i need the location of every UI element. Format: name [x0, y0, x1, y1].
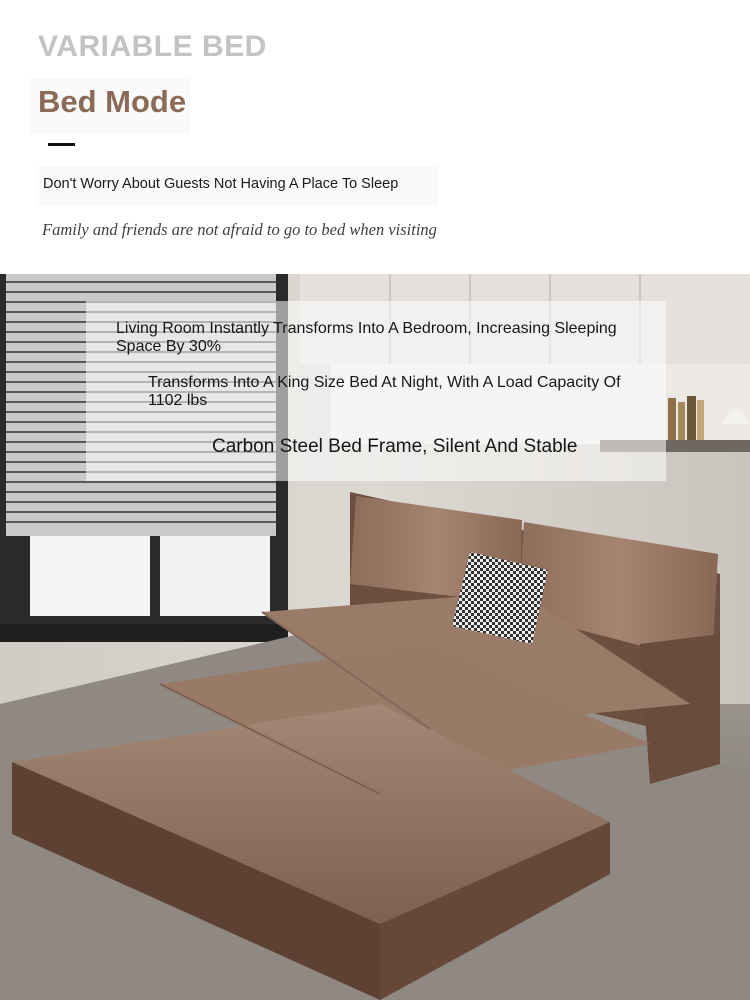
tagline: Family and friends are not afraid to go to bed when visiting: [42, 220, 437, 239]
section-kicker: VARIABLE BED: [38, 30, 267, 63]
header-section: [0, 0, 750, 274]
feature-text-capacity: Living Room Instantly Transforms Into A Bedroom, Increasing Sleeping Space By 30%: [116, 320, 617, 355]
page-title: Bed Mode: [38, 84, 187, 119]
title-divider: [48, 143, 75, 146]
subtitle: Don't Worry About Guests Not Having A Place To Sleep: [43, 176, 399, 192]
feature-text-frame: Carbon Steel Bed Frame, Silent And Stable: [212, 436, 578, 457]
feature-text-load: Transforms Into A King Size Bed At Night, With A Load Capacity Of 1102 lbs: [148, 374, 621, 409]
